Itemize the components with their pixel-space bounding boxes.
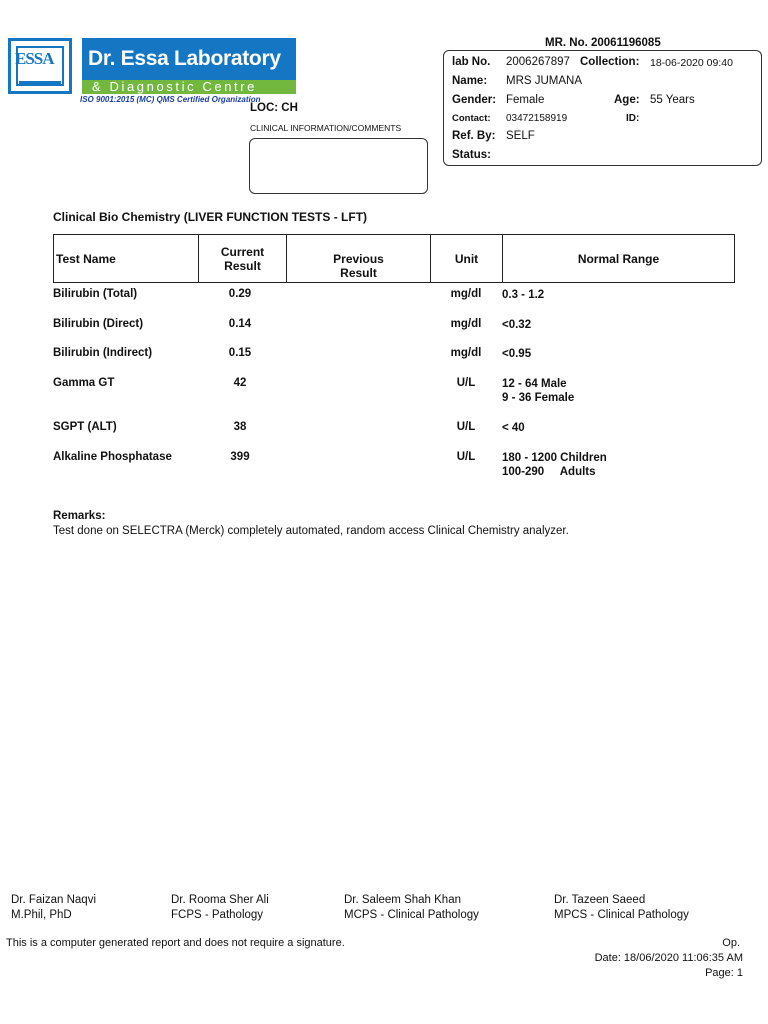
print-date: Date: 18/06/2020 11:06:35 AM [594, 952, 743, 964]
patient-name: MRS JUMANA [506, 75, 583, 87]
doctor-signature [344, 893, 479, 923]
name-label: Name: [452, 75, 488, 87]
test-result: 0.29 [228, 288, 252, 300]
test-result: 0.15 [228, 347, 252, 359]
test-unit: U/L [456, 377, 476, 389]
doctor-signature [554, 893, 689, 923]
header-current-result: Current Result [220, 244, 265, 273]
iso-certification: ISO 9001:2015 (MC) QMS Certified Organization [80, 95, 261, 104]
collection-label: Collection: [580, 56, 640, 68]
doctor-name: Dr. Saleem Shah Khan [344, 894, 461, 906]
ref-by-value: SELF [506, 130, 535, 142]
doctor-signature [11, 893, 96, 923]
header-normal-range: Normal Range [577, 251, 660, 266]
test-name: SGPT (ALT) [53, 421, 117, 433]
gender-label: Gender: [452, 94, 497, 106]
contact-label: Contact: [452, 113, 491, 124]
gender-value: Female [506, 94, 545, 106]
test-result: 0.14 [228, 318, 252, 330]
test-range: 180 - 1200 Children 100-290 Adults [502, 452, 607, 478]
lab-logo [8, 38, 296, 102]
doctor-signature [171, 893, 269, 923]
test-name: Bilirubin (Direct) [53, 318, 144, 330]
test-result: 38 [233, 421, 247, 433]
patient-info-box [443, 50, 762, 166]
mr-number: MR. No. 20061196085 [545, 37, 661, 49]
test-name: Alkaline Phosphatase [53, 451, 172, 463]
status-label: Status: [452, 149, 491, 161]
lab-no-label: lab No. [452, 56, 491, 68]
results-table-header [53, 234, 735, 283]
test-range: 12 - 64 Male 9 - 36 Female [502, 378, 575, 404]
ref-by-label: Ref. By: [452, 130, 496, 142]
remarks-text: Test done on SELECTRA (Merck) completely automated, random access Clinical Chemistry analyzer. [53, 525, 569, 537]
test-unit: mg/dl [450, 318, 482, 330]
lab-name: Dr. Essa Laboratory [82, 38, 296, 80]
lab-logo-mark [8, 38, 72, 94]
test-name: Bilirubin (Total) [53, 288, 138, 300]
doctor-qualification: FCPS - Pathology [171, 909, 264, 921]
test-unit: mg/dl [450, 288, 482, 300]
page-number: Page: 1 [705, 967, 743, 979]
header-unit: Unit [454, 251, 479, 266]
header-test-name: Test Name [56, 251, 116, 266]
age-value: 55 Years [650, 94, 695, 106]
collection-value: 18-06-2020 09:40 [650, 57, 733, 69]
contact-value: 03472158919 [506, 113, 568, 124]
lab-subtitle: & Diagnostic Centre [82, 80, 296, 94]
doctor-name: Dr. Tazeen Saeed [554, 894, 646, 906]
doctor-name: Dr. Rooma Sher Ali [171, 894, 269, 906]
clinical-info-label: CLINICAL INFORMATION/COMMENTS [250, 123, 402, 133]
test-range: 0.3 - 1.2 [502, 289, 545, 301]
test-name: Bilirubin (Indirect) [53, 347, 153, 359]
doctor-qualification: MPCS - Clinical Pathology [554, 909, 689, 921]
doctor-qualification: M.Phil, PhD [11, 909, 72, 921]
remarks-label: Remarks: [53, 510, 106, 522]
age-label: Age: [614, 94, 640, 106]
test-unit: U/L [456, 451, 476, 463]
header-previous-result: Previous Result [333, 251, 384, 280]
test-result: 399 [230, 451, 250, 463]
test-result: 42 [233, 377, 247, 389]
doctor-name: Dr. Faizan Naqvi [11, 894, 97, 906]
test-range: <0.95 [502, 348, 532, 360]
lab-no-value: 2006267897 [506, 56, 570, 68]
disclaimer: This is a computer generated report and does not require a signature. [6, 937, 345, 949]
location: LOC: CH [250, 102, 298, 114]
section-title: Clinical Bio Chemistry (LIVER FUNCTION TESTS - LFT) [53, 210, 368, 224]
logo-mark-text: ESSA [15, 49, 54, 68]
clinical-comments-box [249, 138, 428, 194]
operator-label: Op. [722, 937, 740, 949]
test-range: < 40 [502, 422, 525, 434]
test-unit: mg/dl [450, 347, 482, 359]
doctor-qualification: MCPS - Clinical Pathology [344, 909, 479, 921]
test-name: Gamma GT [53, 377, 115, 389]
test-unit: U/L [456, 421, 476, 433]
test-range: <0.32 [502, 319, 532, 331]
id-label: ID: [626, 113, 640, 124]
